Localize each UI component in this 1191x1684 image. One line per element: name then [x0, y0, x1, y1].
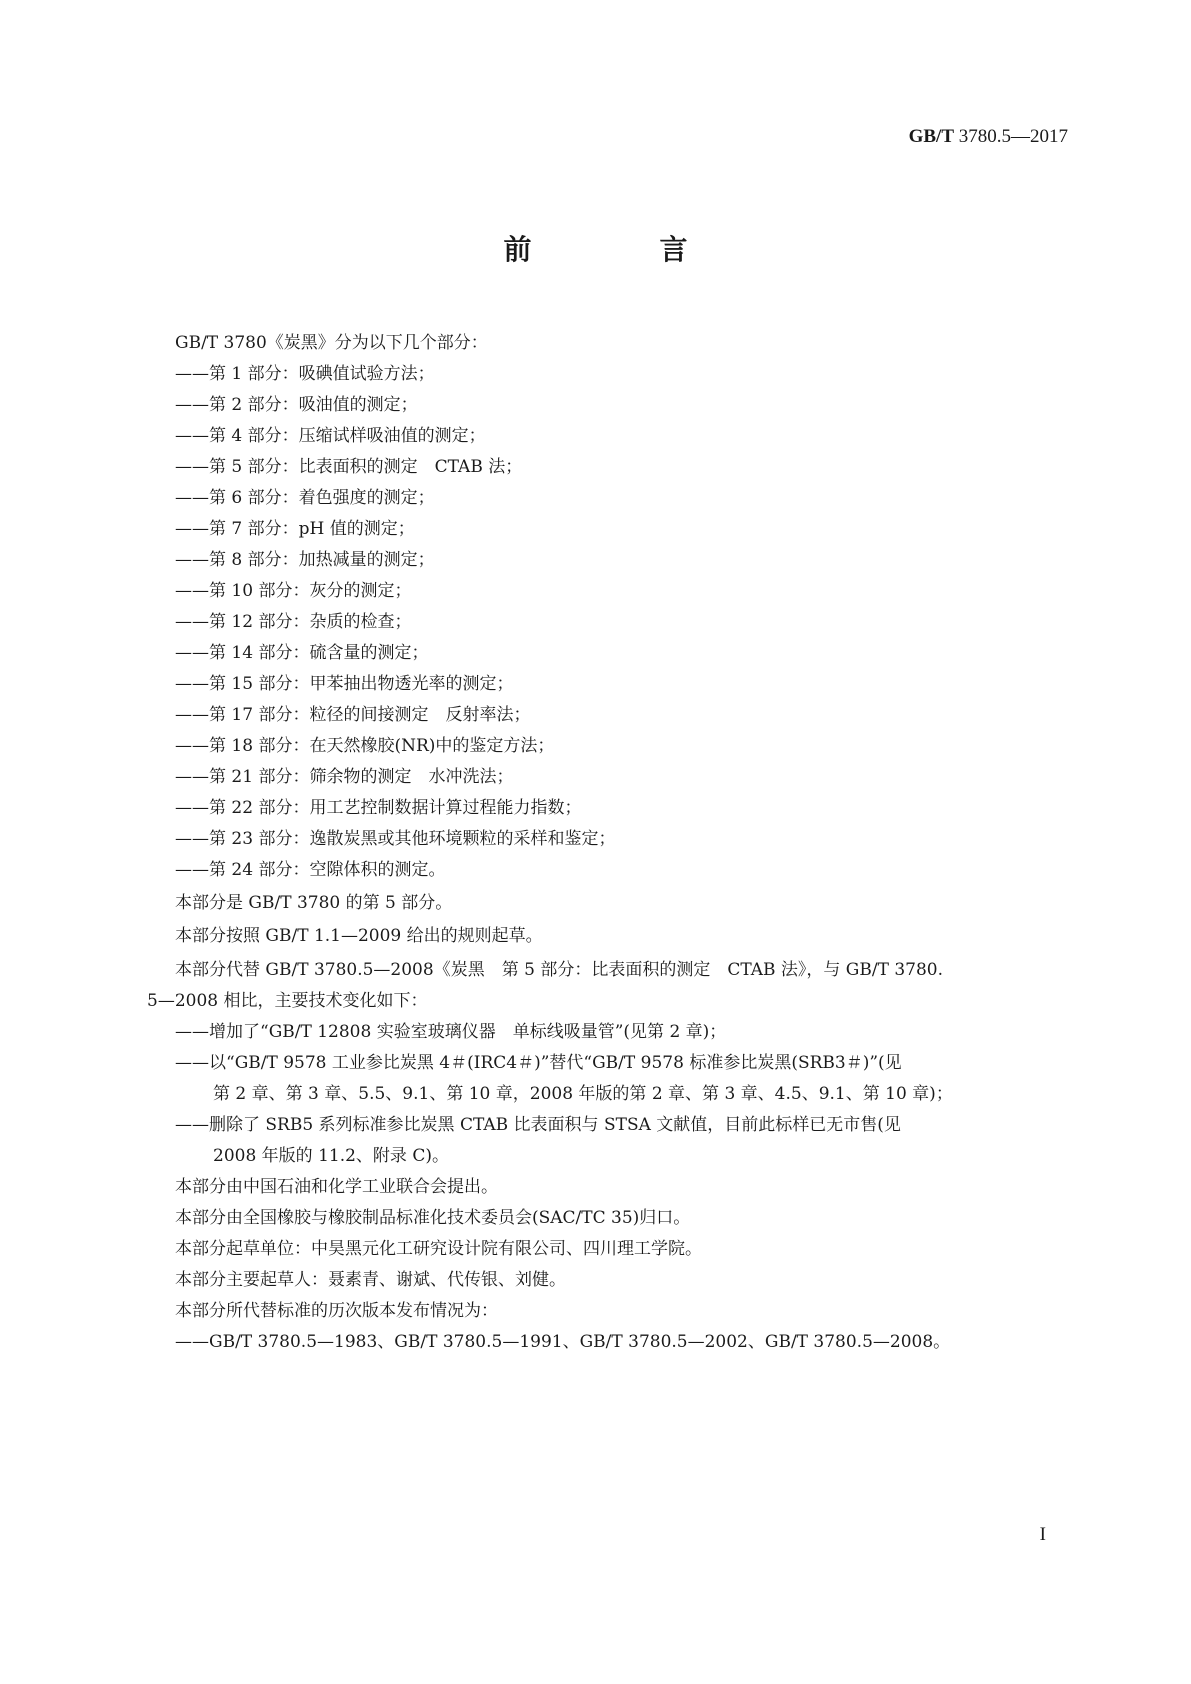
- para-drafting-rules: 本部分按照 GB/T 1.1—2009 给出的规则起草。: [175, 926, 543, 946]
- part-item: ——第 12 部分：杂质的检查；: [175, 612, 412, 632]
- page-number: I: [1039, 1524, 1046, 1545]
- part-item: ——第 4 部分：压缩试样吸油值的测定；: [175, 426, 486, 446]
- part-item: ——第 21 部分：筛余物的测定 水冲洗法；: [175, 767, 514, 787]
- change-item-continuation: 2008 年版的 11.2、附录 C)。: [213, 1146, 449, 1166]
- para-replaces-line-2: 5—2008 相比，主要技术变化如下：: [147, 991, 428, 1011]
- part-item: ——第 14 部分：硫含量的测定；: [175, 643, 429, 663]
- document-body: [147, 328, 1065, 1358]
- para-drafting-units: 本部分起草单位：中昊黑元化工研究设计院有限公司、四川理工学院。: [175, 1239, 702, 1259]
- part-item: ——第 17 部分：粒径的间接测定 反射率法；: [175, 705, 531, 725]
- para-replaces-line-1: 本部分代替 GB/T 3780.5—2008《炭黑 第 5 部分：比表面积的测定 CTAB 法》，与 GB/T 3780.: [175, 960, 944, 980]
- para-centralized: 本部分由全国橡胶与橡胶制品标准化技术委员会(SAC/TC 35)归口。: [175, 1208, 691, 1228]
- part-item: ——第 22 部分：用工艺控制数据计算过程能力指数；: [175, 798, 582, 818]
- part-item: ——第 7 部分：pH 值的测定；: [175, 519, 415, 539]
- part-item: ——第 1 部分：吸碘值试验方法；: [175, 364, 435, 384]
- para-history-intro: 本部分所代替标准的历次版本发布情况为：: [175, 1301, 498, 1321]
- para-drafters: 本部分主要起草人：聂素青、谢斌、代传银、刘健。: [175, 1270, 566, 1290]
- part-item: ——第 23 部分：逸散炭黑或其他环境颗粒的采样和鉴定；: [175, 829, 616, 849]
- part-item: ——第 5 部分：比表面积的测定 CTAB 法；: [175, 457, 523, 477]
- part-item: ——第 2 部分：吸油值的测定；: [175, 395, 418, 415]
- change-item-continuation: 第 2 章、第 3 章、5.5、9.1、第 10 章，2008 年版的第 2 章、第 3 章、4.5、9.1、第 10 章)；: [213, 1084, 953, 1104]
- part-item: ——第 10 部分：灰分的测定；: [175, 581, 412, 601]
- part-item: ——第 8 部分：加热减量的测定；: [175, 550, 435, 570]
- page-title: 前 言: [503, 233, 738, 266]
- history-list: ——GB/T 3780.5—1983、GB/T 3780.5—1991、GB/T 3780.5—2002、GB/T 3780.5—2008。: [175, 1332, 951, 1352]
- code-number: 3780.5—2017: [958, 126, 1068, 147]
- part-item: ——第 24 部分：空隙体积的测定。: [175, 860, 446, 880]
- change-item: ——增加了“GB/T 12808 实验室玻璃仪器 单标线吸量管”(见第 2 章)；: [175, 1022, 727, 1042]
- part-item: ——第 6 部分：着色强度的测定；: [175, 488, 435, 508]
- para-proposed: 本部分由中国石油和化学工业联合会提出。: [175, 1177, 498, 1197]
- parts-intro: GB/T 3780《炭黑》分为以下几个部分：: [175, 333, 488, 353]
- para-part-of: 本部分是 GB/T 3780 的第 5 部分。: [175, 893, 453, 913]
- change-item: ——以“GB/T 9578 工业参比炭黑 4＃(IRC4＃)”替代“GB/T 9578 标准参比炭黑(SRB3＃)”(见: [175, 1053, 902, 1073]
- code-prefix: GB/T: [908, 126, 954, 147]
- part-item: ——第 18 部分：在天然橡胶(NR)中的鉴定方法；: [175, 736, 555, 756]
- change-item: ——删除了 SRB5 系列标准参比炭黑 CTAB 比表面积与 STSA 文献值，目前此标样已无市售(见: [175, 1115, 901, 1135]
- part-item: ——第 15 部分：甲苯抽出物透光率的测定；: [175, 674, 514, 694]
- document-code: [909, 126, 1068, 148]
